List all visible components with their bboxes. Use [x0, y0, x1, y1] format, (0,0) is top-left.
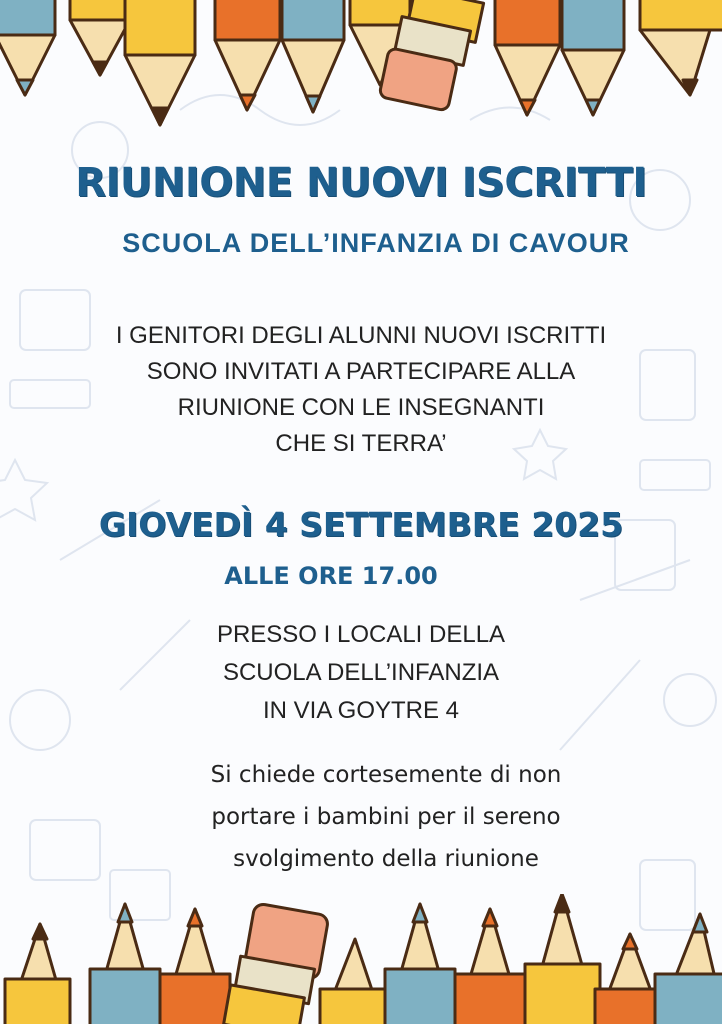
meeting-date: GIOVEDÌ 4 SETTEMBRE 2025	[98, 505, 624, 544]
top-pencil-border	[0, 0, 722, 135]
invitation-line: SONO INVITATI A PARTECIPARE ALLA	[146, 358, 576, 385]
location-line: SCUOLA DELL’INFANZIA	[222, 659, 500, 686]
bottom-pencil-border	[0, 894, 722, 1024]
invitation-line: RIUNIONE CON LE INSEGNANTI	[177, 394, 545, 421]
school-name: SCUOLA DELL’INFANZIA DI CAVOUR	[122, 228, 630, 258]
location-line: PRESSO I LOCALI DELLA	[216, 621, 506, 648]
flyer-title: RIUNIONE NUOVI ISCRITTI	[75, 160, 647, 206]
meeting-location	[0, 616, 722, 730]
note-line: svolgimento della riunione	[233, 846, 539, 872]
location-line: IN VIA GOYTRE 4	[262, 697, 460, 724]
request-note	[0, 754, 722, 880]
invitation-text	[0, 318, 722, 462]
note-line: Si chiede cortesemente di non	[210, 762, 562, 788]
invitation-line: I GENITORI DEGLI ALUNNI NUOVI ISCRITTI	[115, 322, 607, 349]
note-line: portare i bambini per il sereno	[211, 804, 561, 830]
meeting-time: ALLE ORE 17.00	[224, 562, 438, 590]
invitation-line: CHE SI TERRA’	[275, 430, 447, 457]
